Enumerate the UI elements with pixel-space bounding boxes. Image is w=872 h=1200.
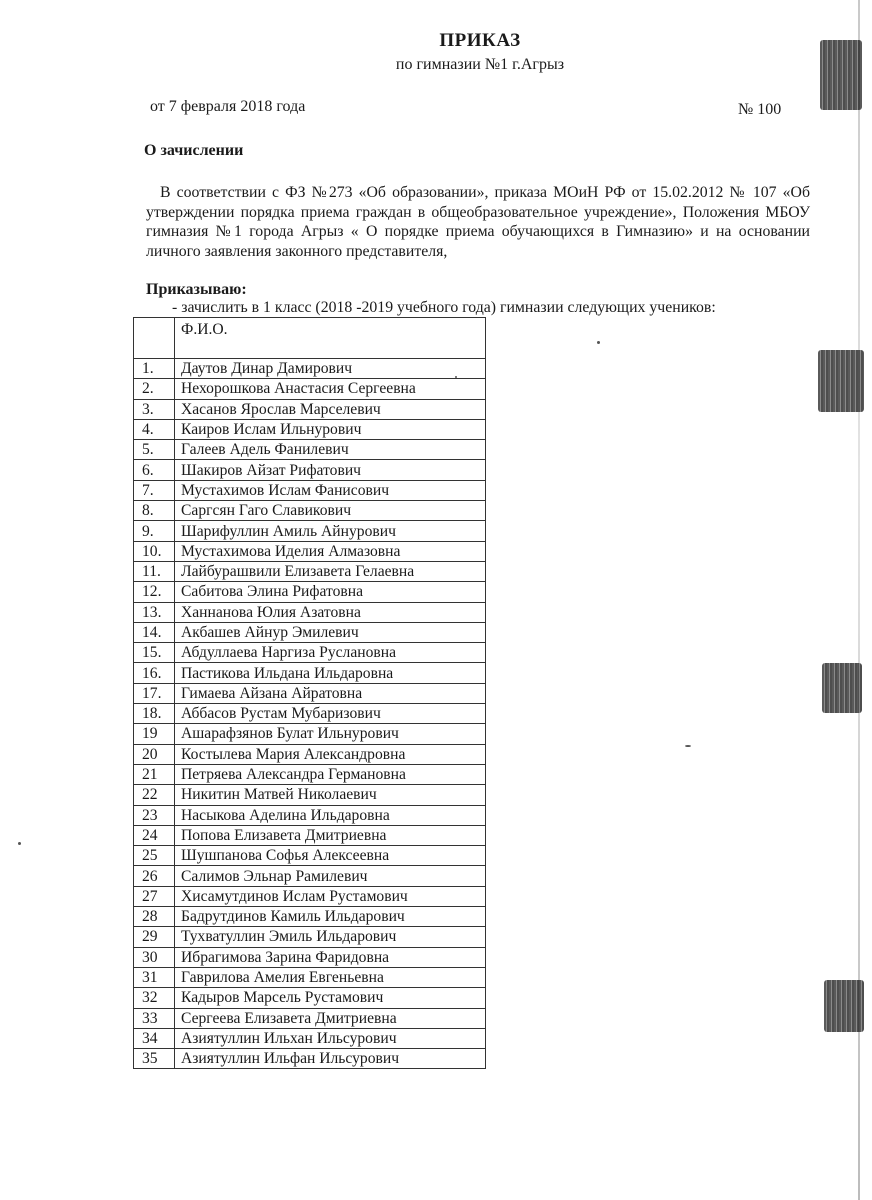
- student-name: Азиятуллин Ильхан Ильсурович: [175, 1028, 486, 1048]
- row-number: 8.: [134, 501, 175, 521]
- table-row: [134, 744, 486, 764]
- student-name: Азиятуллин Ильфан Ильсурович: [175, 1049, 486, 1069]
- scan-dot: [18, 842, 21, 845]
- row-number: 27: [134, 886, 175, 906]
- row-number: 2.: [134, 379, 175, 399]
- row-number: 19: [134, 724, 175, 744]
- student-name: Ашарафзянов Булат Ильнурович: [175, 724, 486, 744]
- student-name: Пастикова Ильдана Ильдаровна: [175, 663, 486, 683]
- row-number: 4.: [134, 419, 175, 439]
- scan-dot: [597, 341, 600, 344]
- table-row: [134, 785, 486, 805]
- student-name: Гаврилова Амелия Евгеньевна: [175, 967, 486, 987]
- student-name: Сабитова Элина Рифатовна: [175, 582, 486, 602]
- student-name: Кадыров Марсель Рустамович: [175, 988, 486, 1008]
- row-number: 9.: [134, 521, 175, 541]
- row-number: 11.: [134, 561, 175, 581]
- table-row: [134, 521, 486, 541]
- row-number: 26: [134, 866, 175, 886]
- student-name: Шарифуллин Амиль Айнурович: [175, 521, 486, 541]
- table-row: [134, 460, 486, 480]
- table-row: [134, 907, 486, 927]
- row-number: 3.: [134, 399, 175, 419]
- row-number: 5.: [134, 440, 175, 460]
- student-name: Даутов Динар Дамирович: [175, 359, 486, 379]
- table-row: [134, 764, 486, 784]
- student-name: Саргсян Гаго Славикович: [175, 501, 486, 521]
- row-number: 18.: [134, 704, 175, 724]
- table-row: [134, 561, 486, 581]
- row-number: 15.: [134, 643, 175, 663]
- table-row: [134, 480, 486, 500]
- table-row: [134, 846, 486, 866]
- table-row: [134, 379, 486, 399]
- header-number-cell: [134, 318, 175, 359]
- order-word: Приказываю:: [146, 281, 247, 298]
- row-number: 6.: [134, 460, 175, 480]
- row-number: 24: [134, 825, 175, 845]
- order-date: от 7 февраля 2018 года: [150, 98, 306, 115]
- student-name: Салимов Эльнар Рамилевич: [175, 866, 486, 886]
- student-name: Аббасов Рустам Мубаризович: [175, 704, 486, 724]
- row-number: 23: [134, 805, 175, 825]
- order-number: № 100: [738, 101, 782, 118]
- row-number: 32: [134, 988, 175, 1008]
- table-row: [134, 541, 486, 561]
- table-row: [134, 805, 486, 825]
- table-row: [134, 683, 486, 703]
- row-number: 31: [134, 967, 175, 987]
- student-name: Лайбурашвили Елизавета Гелаевна: [175, 561, 486, 581]
- preamble-paragraph: В соответствии с ФЗ №273 «Об образовании», приказа МОиН РФ от 15.02.2012 № 107 «Об утверждении порядка приема граждан в общеобразовательное учреждение», Положения МБОУ гимназия №1 города Агрыз « О порядке приема обучающихся в Гимназию» и на основании личного заявления законного представителя,: [146, 184, 810, 260]
- row-number: 20: [134, 744, 175, 764]
- table-row: [134, 724, 486, 744]
- student-name: Мустахимова Иделия Алмазовна: [175, 541, 486, 561]
- student-name: Каиров Ислам Ильнурович: [175, 419, 486, 439]
- row-number: 21: [134, 764, 175, 784]
- student-name: Гимаева Айзана Айратовна: [175, 683, 486, 703]
- student-name: Галеев Адель Фанилевич: [175, 440, 486, 460]
- table-row: [134, 825, 486, 845]
- document-title: ПРИКАЗ: [439, 30, 521, 51]
- table-row: [134, 663, 486, 683]
- row-number: 13.: [134, 602, 175, 622]
- row-number: 7.: [134, 480, 175, 500]
- scan-dot: [685, 745, 691, 747]
- student-name: Хисамутдинов Ислам Рустамович: [175, 886, 486, 906]
- scan-smudge: [824, 980, 864, 1032]
- row-number: 25: [134, 846, 175, 866]
- student-name: Ибрагимова Зарина Фаридовна: [175, 947, 486, 967]
- row-number: 17.: [134, 683, 175, 703]
- table-row: [134, 501, 486, 521]
- student-name: Шушпанова Софья Алексеевна: [175, 846, 486, 866]
- enroll-line: - зачислить в 1 класс (2018 -2019 учебного года) гимназии следующих учеников:: [172, 299, 716, 316]
- table-row: [134, 419, 486, 439]
- student-name: Ханнанова Юлия Азатовна: [175, 602, 486, 622]
- header-name-cell: Ф.И.О.: [175, 318, 486, 359]
- table-row: [134, 1028, 486, 1048]
- student-name: Костылева Мария Александровна: [175, 744, 486, 764]
- student-name: Бадрутдинов Камиль Ильдарович: [175, 907, 486, 927]
- row-number: 29: [134, 927, 175, 947]
- table-row: [134, 1049, 486, 1069]
- row-number: 22: [134, 785, 175, 805]
- table-row: [134, 947, 486, 967]
- student-name: Акбашев Айнур Эмилевич: [175, 622, 486, 642]
- row-number: 30: [134, 947, 175, 967]
- table-row: [134, 866, 486, 886]
- student-name: Тухватуллин Эмиль Ильдарович: [175, 927, 486, 947]
- student-name: Абдуллаева Наргиза Руслановна: [175, 643, 486, 663]
- scan-smudge: [822, 663, 862, 713]
- scan-dot: [455, 376, 457, 378]
- row-number: 14.: [134, 622, 175, 642]
- table-header-row: [134, 318, 486, 359]
- row-number: 12.: [134, 582, 175, 602]
- table-row: [134, 643, 486, 663]
- student-name: Шакиров Айзат Рифатович: [175, 460, 486, 480]
- document-subtitle: по гимназии №1 г.Агрыз: [395, 56, 565, 73]
- student-name: Сергеева Елизавета Дмитриевна: [175, 1008, 486, 1028]
- student-name: Попова Елизавета Дмитриевна: [175, 825, 486, 845]
- table-row: [134, 440, 486, 460]
- student-name: Хасанов Ярослав Марселевич: [175, 399, 486, 419]
- table-row: [134, 927, 486, 947]
- student-name: Мустахимов Ислам Фанисович: [175, 480, 486, 500]
- row-number: 33: [134, 1008, 175, 1028]
- students-table: [133, 317, 486, 1069]
- table-row: [134, 359, 486, 379]
- table-row: [134, 886, 486, 906]
- student-name: Насыкова Аделина Ильдаровна: [175, 805, 486, 825]
- row-number: 34: [134, 1028, 175, 1048]
- table-row: [134, 622, 486, 642]
- table-row: [134, 988, 486, 1008]
- row-number: 10.: [134, 541, 175, 561]
- student-name: Никитин Матвей Николаевич: [175, 785, 486, 805]
- scan-smudge: [818, 350, 864, 412]
- table-row: [134, 399, 486, 419]
- row-number: 28: [134, 907, 175, 927]
- order-subject: О зачислении: [144, 142, 244, 159]
- table-row: [134, 704, 486, 724]
- row-number: 16.: [134, 663, 175, 683]
- table-row: [134, 1008, 486, 1028]
- row-number: 1.: [134, 359, 175, 379]
- student-name: Нехорошкова Анастасия Сергеевна: [175, 379, 486, 399]
- table-row: [134, 967, 486, 987]
- row-number: 35: [134, 1049, 175, 1069]
- table-row: [134, 602, 486, 622]
- student-name: Петряева Александра Германовна: [175, 764, 486, 784]
- scan-smudge: [820, 40, 862, 110]
- table-row: [134, 582, 486, 602]
